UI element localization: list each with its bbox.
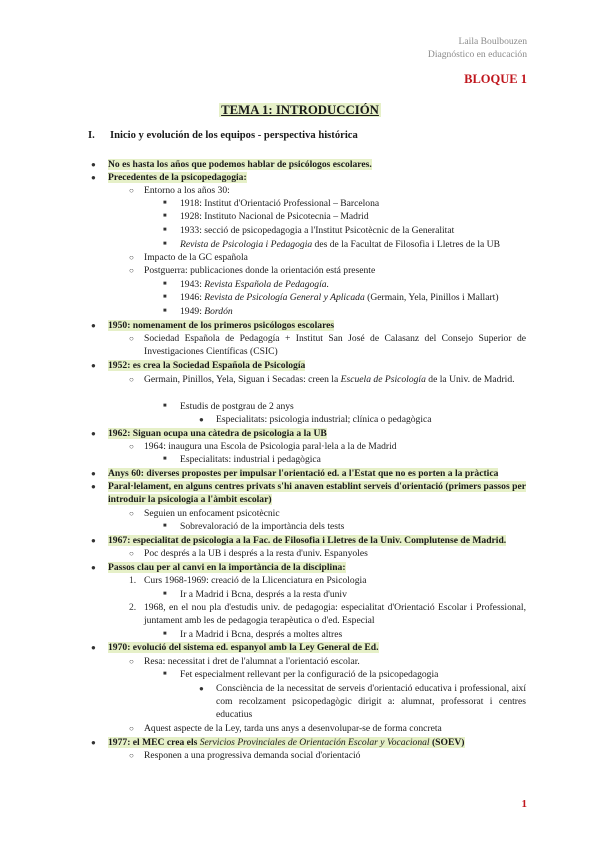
list-item: 1949: Bordón <box>180 306 233 317</box>
list-item: Fet especialment rellevant per la configuració de la psicopedagogia <box>180 669 439 680</box>
list-item: Seguien un enfocament psicotècnic <box>144 508 280 519</box>
square-bullet-icon: ■ <box>163 403 167 409</box>
square-bullet-icon: ■ <box>163 213 167 219</box>
list-number: 2. <box>129 602 137 613</box>
list-item: Estudis de postgrau de 2 anys <box>180 401 294 412</box>
list-item: No es hasta los años que podemos hablar de psicólogos escolares. <box>108 159 372 170</box>
list-item: 1933: secció de psicopedagogia a l'Institut Psicotècnic de la Generalitat <box>180 225 455 236</box>
list-item: 1928: Instituto Nacional de Psicotecnia – Madrid <box>180 211 369 222</box>
list-item: Revista de Psicologia i Pedagogia des de la Facultat de Filosofia i Lletres de la UB <box>180 239 500 250</box>
bullet-icon: ● <box>91 563 96 572</box>
square-bullet-icon: ■ <box>163 523 167 529</box>
list-item: 1950: nomenament de los primeros psicólogos escolares <box>108 320 335 331</box>
bullet-icon: ● <box>199 684 204 693</box>
circle-bullet-icon: ○ <box>129 334 134 343</box>
list-item: 1967: especialitat de psicologia a la Fac. de Filosofia i Lletres de la Univ. Complutense de Madrid. <box>108 535 507 546</box>
bullet-icon: ● <box>91 429 96 438</box>
square-bullet-icon: ■ <box>163 591 167 597</box>
page-title: TEMA 1: INTRODUCCIÓN <box>221 103 379 117</box>
bullet-icon: ● <box>91 482 96 491</box>
circle-bullet-icon: ○ <box>129 724 134 733</box>
list-item: Ir a Madrid i Bcna, després a moltes altres <box>180 629 343 640</box>
bullet-icon: ● <box>91 469 96 478</box>
circle-bullet-icon: ○ <box>129 253 134 262</box>
list-item: 1968, en el nou pla d'estudis univ. de pedagogia: especialitat d'Orientació Escolar i Professional, juntament amb les de pedagogia terapèutica o d'ed. Especial <box>144 602 526 626</box>
square-bullet-icon: ■ <box>163 631 167 637</box>
square-bullet-icon: ■ <box>163 456 167 462</box>
bullet-icon: ● <box>91 361 96 370</box>
list-item: 1918: Institut d'Orientació Professional – Barcelona <box>180 198 380 209</box>
list-item: Germain, Pinillos, Yela, Siguan i Secadas: creen la Escuela de Psicología de la Univ. de Madrid. <box>144 374 515 385</box>
list-item: Especialitats: psicologia industrial; clínica o pedagògica <box>216 414 432 425</box>
bullet-icon: ● <box>199 415 204 424</box>
circle-bullet-icon: ○ <box>129 509 134 518</box>
list-item: Consciència de la necessitat de serveis d'orientació educativa i professional, així com recolzament psicopedagògic dirigit a: alumnat, professorat i centres educatius <box>216 683 526 720</box>
section-heading-text: Inicio y evolución de los equipos - perspectiva histórica <box>110 130 358 141</box>
list-item: 1962: Siguan ocupa una càtedra de psicologia a la UB <box>108 428 327 439</box>
bullet-icon: ● <box>91 738 96 747</box>
circle-bullet-icon: ○ <box>129 442 134 451</box>
list-item: Sociedad Española de Pedagogía + Institut San José de Calasanz del Consejo Superior de Investigaciones Científicas (CSIC) <box>144 333 526 357</box>
list-item: 1946: Revista de Psicología General y Aplicada (Germain, Yela, Pinillos i Mallart) <box>180 292 499 303</box>
bullet-icon: ● <box>91 160 96 169</box>
circle-bullet-icon: ○ <box>129 549 134 558</box>
list-item: Paral·lelament, en alguns centres privats s'hi anaven establint serveis d'orientació (primers passos per introduir la psicologia a l'àmbit escolar) <box>108 481 526 505</box>
circle-bullet-icon: ○ <box>129 751 134 760</box>
square-bullet-icon: ■ <box>163 671 167 677</box>
list-item: Curs 1968-1969: creació de la Llicenciatura en Psicologia <box>144 575 367 586</box>
list-number: 1. <box>129 575 137 586</box>
circle-bullet-icon: ○ <box>129 186 134 195</box>
list-item: 1964: inaugura una Escola de Psicologia paral·lela a la de Madrid <box>144 441 397 452</box>
list-item: 1977: el MEC crea els Servicios Provinciales de Orientación Escolar y Vocacional (SOEV) <box>108 737 465 748</box>
list-item: 1943: Revista Española de Pedagogía. <box>180 279 329 290</box>
list-item: Resa: necessitat i dret de l'alumnat a l'orientació escolar. <box>144 656 360 667</box>
circle-bullet-icon: ○ <box>129 266 134 275</box>
block-label: BLOQUE 1 <box>464 72 527 86</box>
section-number: I. <box>88 130 95 141</box>
bullet-icon: ● <box>91 643 96 652</box>
bullet-icon: ● <box>91 173 96 182</box>
list-item: Responen a una progressiva demanda social d'orientació <box>144 750 361 761</box>
list-item: 1952: es crea la Sociedad Española de Psicología <box>108 360 306 371</box>
square-bullet-icon: ■ <box>163 200 167 206</box>
list-item: Poc després a la UB i després a la resta d'univ. Espanyoles <box>144 548 368 559</box>
list-item: Impacto de la GC española <box>144 252 248 263</box>
square-bullet-icon: ■ <box>163 294 167 300</box>
list-item: Ir a Madrid i Bcna, després a la resta d'univ <box>180 589 347 600</box>
list-item: Postguerra: publicaciones donde la orientación está presente <box>144 265 376 276</box>
circle-bullet-icon: ○ <box>129 375 134 384</box>
square-bullet-icon: ■ <box>163 308 167 314</box>
list-item: 1970: evolució del sistema ed. espanyol amb la Ley General de Ed. <box>108 642 379 653</box>
square-bullet-icon: ■ <box>163 281 167 287</box>
header-subject: Diagnóstico en educación <box>427 49 527 60</box>
bullet-icon: ● <box>91 536 96 545</box>
list-item: Passos clau per al canvi en la importància de la disciplina: <box>108 562 346 573</box>
square-bullet-icon: ■ <box>163 241 167 247</box>
bullet-icon: ● <box>91 321 96 330</box>
list-item: Entorno a los años 30: <box>144 185 230 196</box>
page-number: 1 <box>521 798 527 810</box>
list-item: Aquest aspecte de la Ley, tarda uns anys a desenvolupar-se de forma concreta <box>144 723 442 734</box>
list-item: Precedentes de la psicopedagogia: <box>108 172 247 183</box>
circle-bullet-icon: ○ <box>129 657 134 666</box>
list-item: Anys 60: diverses propostes per impulsar l'orientació ed. a l'Estat que no es porten a la pràctica <box>108 468 499 479</box>
list-item: Sobrevaloració de la importància dels tests <box>180 521 345 532</box>
header-author: Laila Boulbouzen <box>458 36 527 47</box>
square-bullet-icon: ■ <box>163 227 167 233</box>
list-item: Especialitats: industrial i pedagògica <box>180 454 321 465</box>
